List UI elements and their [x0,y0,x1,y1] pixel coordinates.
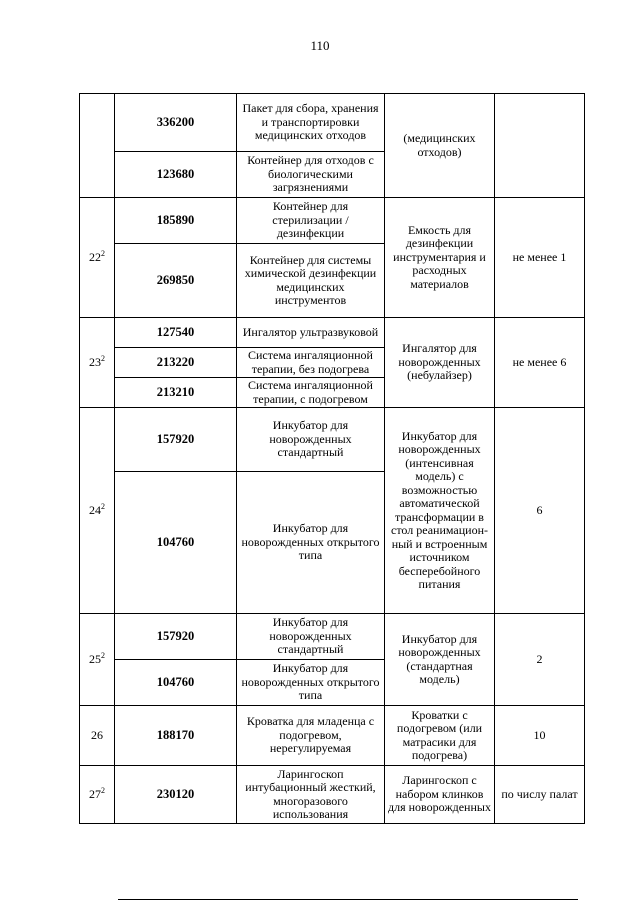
item-name: Кроватка для младенца с подогревом, нерегулируемая [237,706,385,766]
item-code: 188170 [115,706,237,766]
item-group: (медицинских отходов) [385,94,495,198]
item-group: Инкубатор для новорожденных (стандартная модель) [385,614,495,706]
page-number: 110 [310,38,330,53]
item-name: Система ингаляционной терапии, без подогрева [237,348,385,378]
item-number: $24^2$ [80,408,115,614]
item-name: Инкубатор для новорожденных стандартный [237,614,385,660]
item-quantity [495,94,585,198]
item-code: 230120 [115,766,237,824]
item-quantity: 2 [495,614,585,706]
table-row [80,318,585,348]
item-number: $25^2$ [80,614,115,706]
item-code: 104760 [115,472,237,614]
item-name: Система ингаляционной терапии, с подогревом [237,378,385,408]
item-code: 336200 [115,94,237,152]
item-quantity: 6 [495,408,585,614]
item-group: Ингалятор для новорожденных (небулайзер) [385,318,495,408]
item-name: Контейнер для системы химической дезинфекции медицинских инструментов [237,244,385,318]
table-row [80,706,585,766]
item-group: Емкость для дезинфекции инструментария и расходных материалов [385,198,495,318]
equipment-table [79,93,585,824]
item-number [80,94,115,198]
item-code: 123680 [115,152,237,198]
item-code: 269850 [115,244,237,318]
item-code: 157920 [115,408,237,472]
item-name: Пакет для сбора, хранения и транспортировки медицинских отходов [237,94,385,152]
item-number: 26 [80,706,115,766]
footer-rule [118,899,578,900]
item-quantity: 10 [495,706,585,766]
item-code: 213210 [115,378,237,408]
item-code: 185890 [115,198,237,244]
item-name: Ингалятор ультразвуковой [237,318,385,348]
table-row [80,614,585,660]
table-row [80,766,585,824]
item-group: Кроватки с подогревом (или матрасики для подогрева) [385,706,495,766]
item-quantity: по числу палат [495,766,585,824]
item-name: Инкубатор для новорожденных открытого типа [237,472,385,614]
table-row [80,408,585,472]
item-code: 157920 [115,614,237,660]
table-row [80,94,585,152]
item-code: 104760 [115,660,237,706]
item-name: Контейнер для стерилизации /дезинфекции [237,198,385,244]
item-group: Инкубатор для новорожденных (интенсивная модель) с возможностью автоматической трансформации в стол реанимацион-ный и встроенным источником бесперебойного питания [385,408,495,614]
table-row [80,198,585,244]
item-code: 213220 [115,348,237,378]
item-number: $22^2$ [80,198,115,318]
item-name: Ларингоскоп интубационный жесткий, многоразового использования [237,766,385,824]
item-name: Инкубатор для новорожденных открытого типа [237,660,385,706]
item-number: $27^2$ [80,766,115,824]
item-number: $23^2$ [80,318,115,408]
item-quantity: не менее 1 [495,198,585,318]
item-code: 127540 [115,318,237,348]
item-name: Контейнер для отходов с биологическими загрязнениями [237,152,385,198]
item-group: Ларингоскоп с набором клинков для новорожденных [385,766,495,824]
item-quantity: не менее 6 [495,318,585,408]
item-name: Инкубатор для новорожденных стандартный [237,408,385,472]
